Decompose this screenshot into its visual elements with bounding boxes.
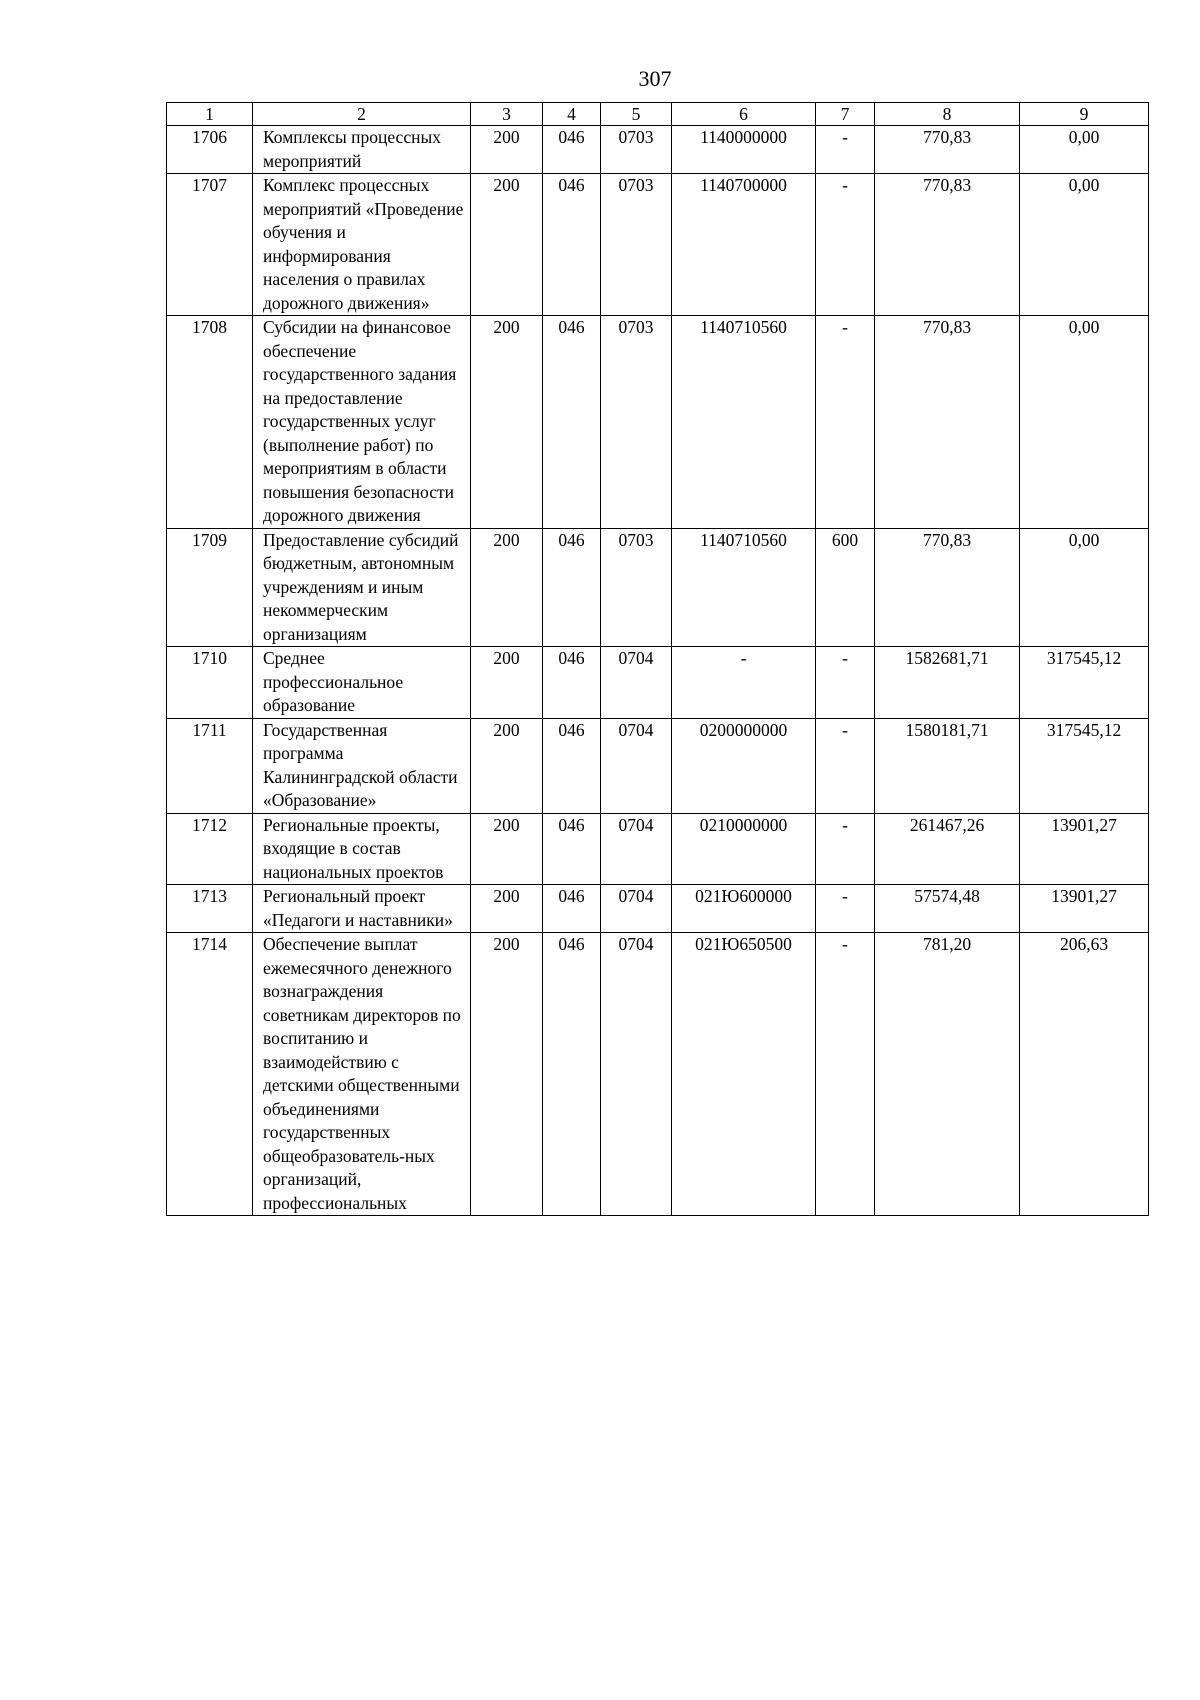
header-col-5: 5	[601, 103, 672, 126]
header-col-2: 2	[253, 103, 471, 126]
row-name: Региональный проект «Педагоги и наставники»	[253, 885, 471, 933]
cell-col-5: 0703	[601, 174, 672, 316]
cell-col-7: -	[816, 933, 875, 1216]
cell-col-6: 0200000000	[672, 718, 816, 813]
cell-col-8: 1580181,71	[875, 718, 1020, 813]
row-number: 1714	[167, 933, 253, 1216]
cell-col-6: 1140710560	[672, 528, 816, 647]
cell-col-4: 046	[543, 813, 601, 885]
cell-col-5: 0704	[601, 647, 672, 719]
cell-col-6: 0210000000	[672, 813, 816, 885]
budget-table	[166, 102, 1149, 1216]
cell-col-9: 0,00	[1020, 126, 1149, 174]
cell-col-6: -	[672, 647, 816, 719]
cell-col-5: 0704	[601, 933, 672, 1216]
row-name: Комплексы процессных мероприятий	[253, 126, 471, 174]
table-row	[167, 813, 1149, 885]
table-row	[167, 126, 1149, 174]
cell-col-5: 0703	[601, 126, 672, 174]
cell-col-7: 600	[816, 528, 875, 647]
header-col-7: 7	[816, 103, 875, 126]
cell-col-8: 770,83	[875, 174, 1020, 316]
row-name: Предоставление субсидий бюджетным, автономным учреждениям и иным некоммерческим организациям	[253, 528, 471, 647]
row-number: 1712	[167, 813, 253, 885]
cell-col-6: 1140700000	[672, 174, 816, 316]
cell-col-6: 021Ю600000	[672, 885, 816, 933]
header-col-4: 4	[543, 103, 601, 126]
cell-col-7: -	[816, 813, 875, 885]
cell-col-4: 046	[543, 647, 601, 719]
cell-col-9: 0,00	[1020, 316, 1149, 529]
cell-col-5: 0703	[601, 316, 672, 529]
row-number: 1713	[167, 885, 253, 933]
table-row	[167, 174, 1149, 316]
cell-col-3: 200	[471, 813, 543, 885]
row-name: Региональные проекты, входящие в состав национальных проектов	[253, 813, 471, 885]
table-row	[167, 316, 1149, 529]
cell-col-8: 770,83	[875, 316, 1020, 529]
header-col-1: 1	[167, 103, 253, 126]
table-row	[167, 647, 1149, 719]
row-number: 1711	[167, 718, 253, 813]
cell-col-8: 781,20	[875, 933, 1020, 1216]
cell-col-6: 1140000000	[672, 126, 816, 174]
cell-col-8: 57574,48	[875, 885, 1020, 933]
cell-col-9: 13901,27	[1020, 885, 1149, 933]
cell-col-3: 200	[471, 316, 543, 529]
table-row	[167, 885, 1149, 933]
row-name: Обеспечение выплат ежемесячного денежного вознаграждения советникам директоров по воспитанию и взаимодействию с детскими общественными объединениями государственных общеобразователь-ных организаций, профессиональных	[253, 933, 471, 1216]
cell-col-8: 770,83	[875, 528, 1020, 647]
cell-col-8: 261467,26	[875, 813, 1020, 885]
table-row	[167, 933, 1149, 1216]
row-number: 1707	[167, 174, 253, 316]
cell-col-7: -	[816, 718, 875, 813]
header-col-3: 3	[471, 103, 543, 126]
table-row	[167, 528, 1149, 647]
cell-col-3: 200	[471, 933, 543, 1216]
row-name: Государственная программа Калининградской области «Образование»	[253, 718, 471, 813]
row-name: Субсидии на финансовое обеспечение государственного задания на предоставление государственных услуг (выполнение работ) по мероприятиям в области повышения безопасности дорожного движения	[253, 316, 471, 529]
cell-col-5: 0704	[601, 813, 672, 885]
table-header-row	[167, 103, 1149, 126]
cell-col-4: 046	[543, 885, 601, 933]
cell-col-9: 206,63	[1020, 933, 1149, 1216]
cell-col-7: -	[816, 647, 875, 719]
cell-col-9: 317545,12	[1020, 647, 1149, 719]
cell-col-4: 046	[543, 174, 601, 316]
cell-col-8: 1582681,71	[875, 647, 1020, 719]
cell-col-3: 200	[471, 174, 543, 316]
cell-col-5: 0704	[601, 718, 672, 813]
row-name: Комплекс процессных мероприятий «Проведение обучения и информирования населения о правилах дорожного движения»	[253, 174, 471, 316]
cell-col-4: 046	[543, 316, 601, 529]
cell-col-5: 0703	[601, 528, 672, 647]
cell-col-8: 770,83	[875, 126, 1020, 174]
header-col-6: 6	[672, 103, 816, 126]
cell-col-3: 200	[471, 647, 543, 719]
cell-col-4: 046	[543, 126, 601, 174]
cell-col-7: -	[816, 174, 875, 316]
cell-col-6: 021Ю650500	[672, 933, 816, 1216]
table-row	[167, 718, 1149, 813]
cell-col-9: 0,00	[1020, 174, 1149, 316]
cell-col-7: -	[816, 316, 875, 529]
cell-col-9: 0,00	[1020, 528, 1149, 647]
cell-col-3: 200	[471, 528, 543, 647]
cell-col-4: 046	[543, 528, 601, 647]
cell-col-6: 1140710560	[672, 316, 816, 529]
cell-col-3: 200	[471, 718, 543, 813]
row-number: 1710	[167, 647, 253, 719]
cell-col-7: -	[816, 126, 875, 174]
cell-col-5: 0704	[601, 885, 672, 933]
cell-col-4: 046	[543, 718, 601, 813]
header-col-9: 9	[1020, 103, 1149, 126]
cell-col-9: 317545,12	[1020, 718, 1149, 813]
row-number: 1708	[167, 316, 253, 529]
cell-col-4: 046	[543, 933, 601, 1216]
header-col-8: 8	[875, 103, 1020, 126]
cell-col-3: 200	[471, 126, 543, 174]
page-number: 307	[638, 66, 672, 91]
row-number: 1709	[167, 528, 253, 647]
cell-col-3: 200	[471, 885, 543, 933]
cell-col-9: 13901,27	[1020, 813, 1149, 885]
row-number: 1706	[167, 126, 253, 174]
row-name: Среднее профессиональное образование	[253, 647, 471, 719]
cell-col-7: -	[816, 885, 875, 933]
